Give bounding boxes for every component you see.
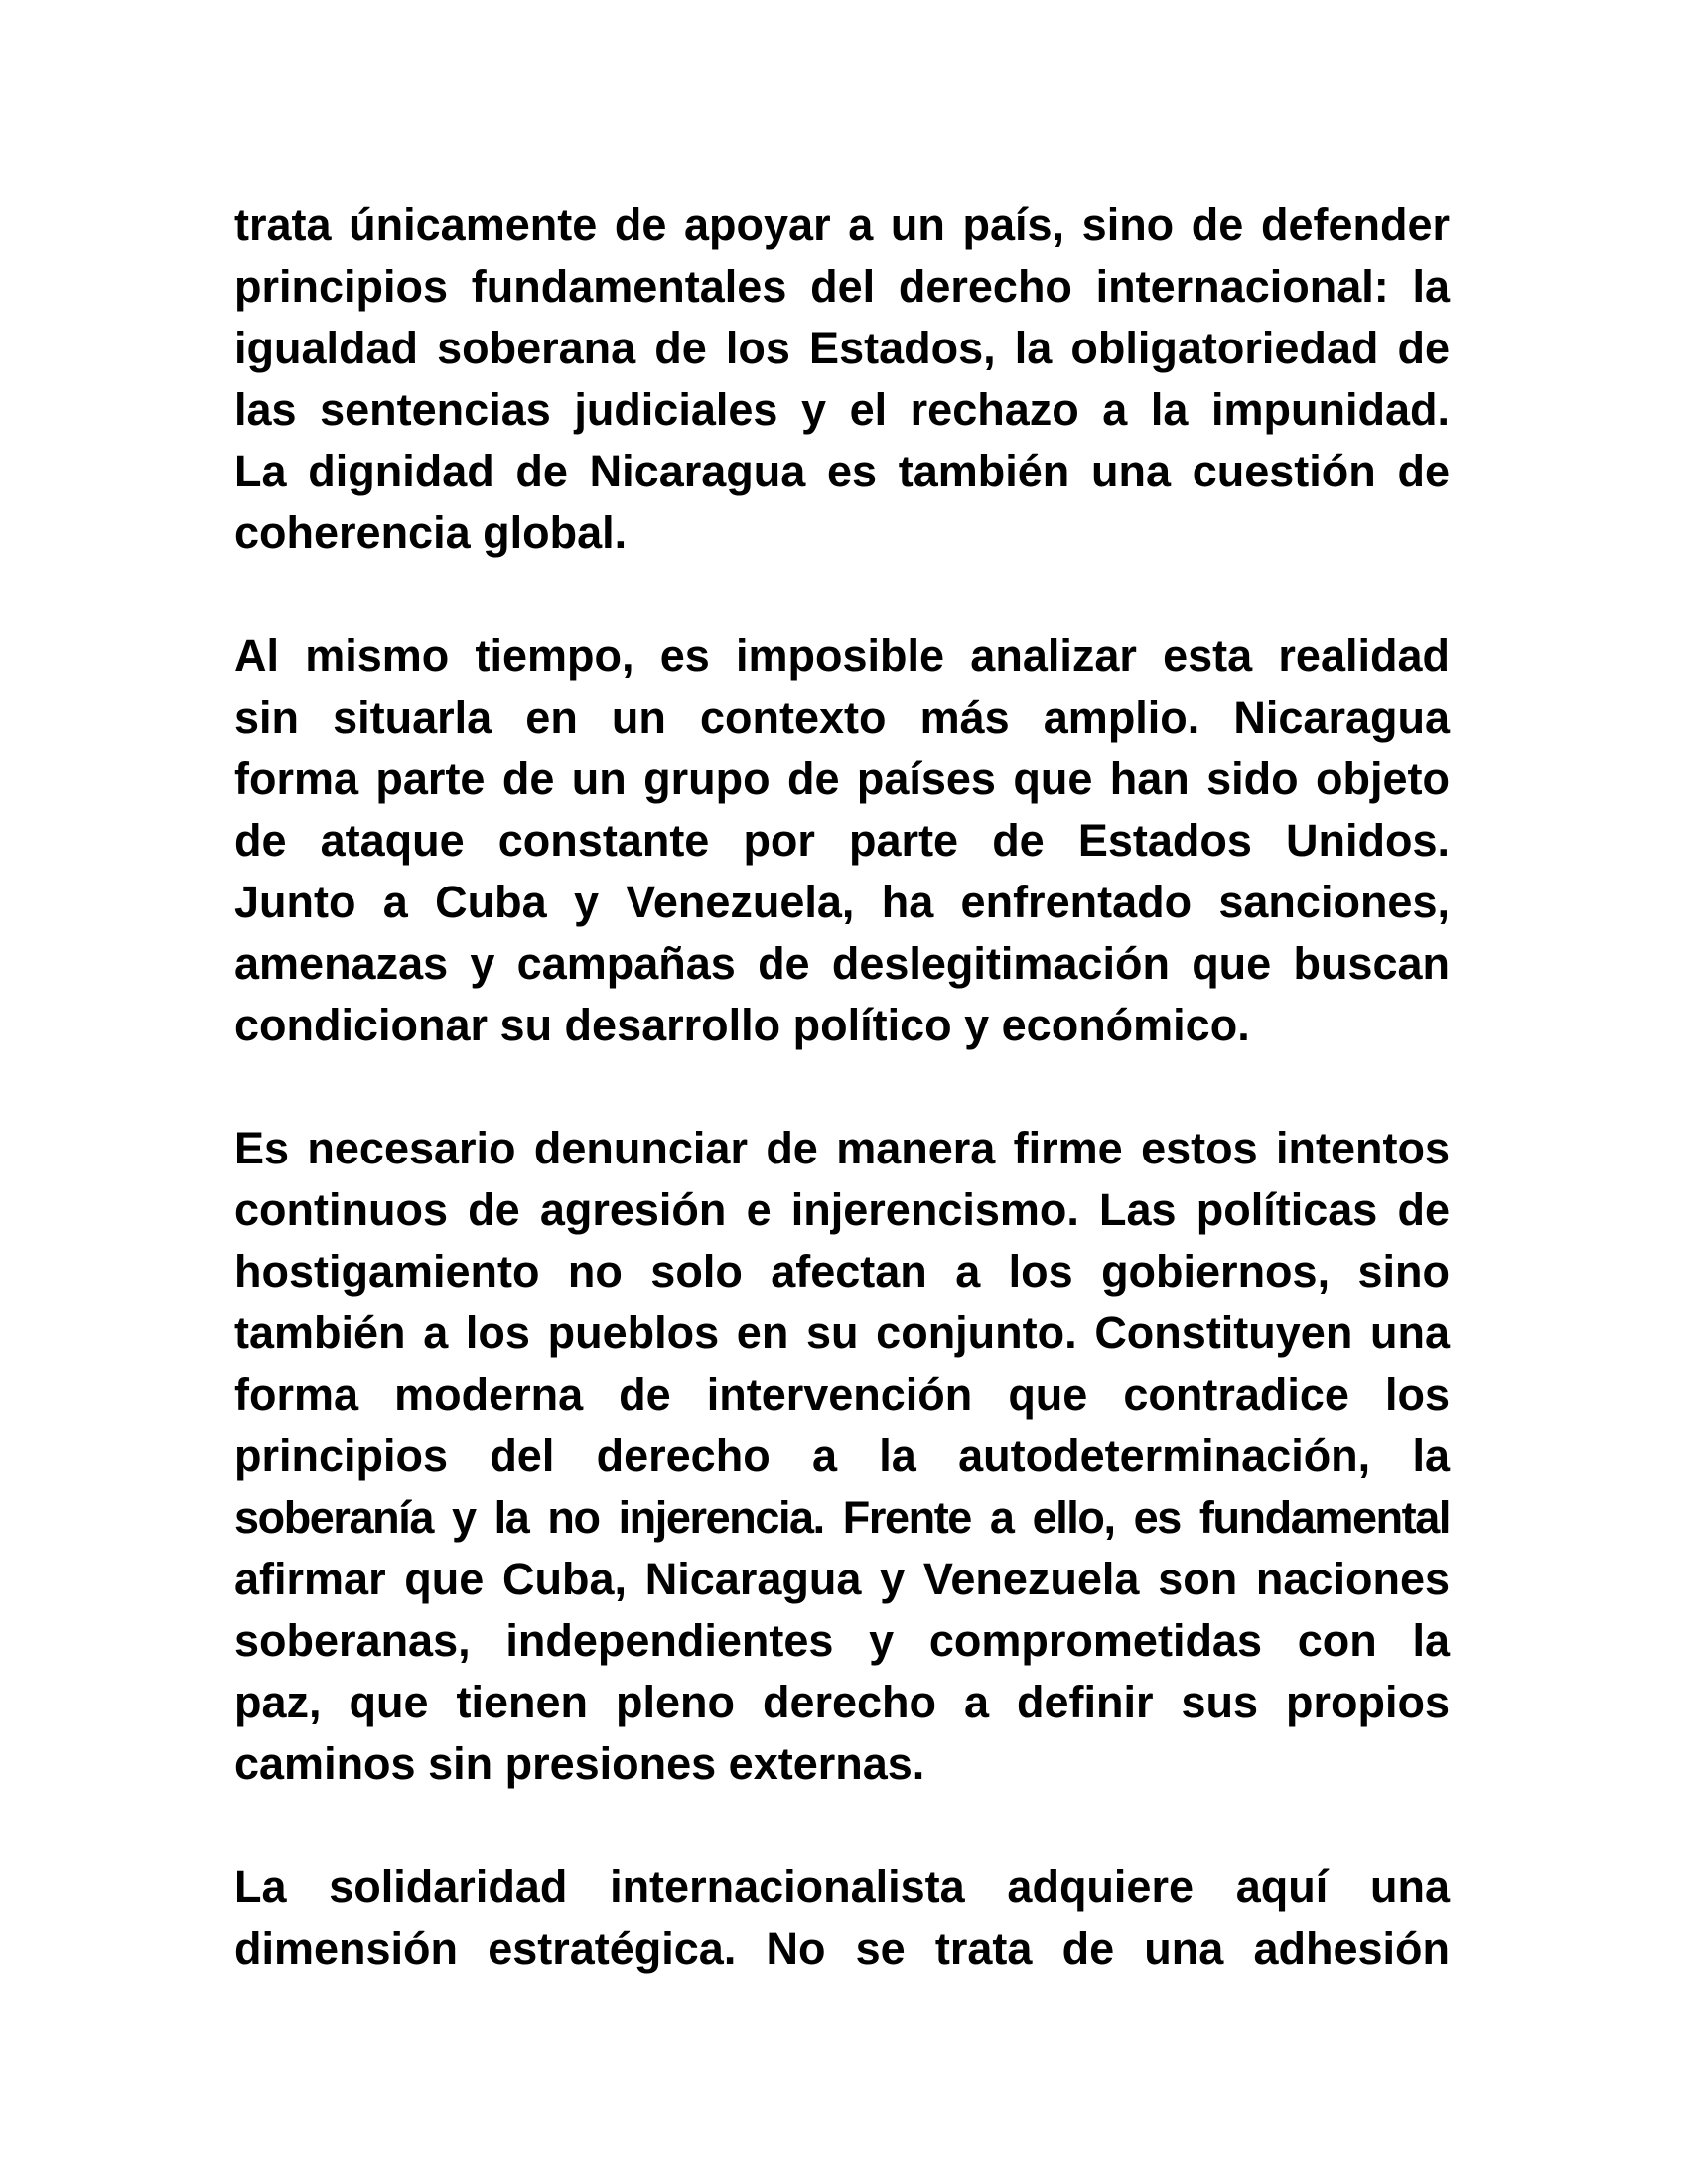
- text-line: coherencia global.: [234, 507, 628, 558]
- text-line: principios fundamentales del derecho internacional: la: [234, 261, 1450, 312]
- text-line: forma moderna de intervención que contradice los: [234, 1369, 1450, 1420]
- text-line: afirmar que Cuba, Nicaragua y Venezuela son naciones: [234, 1554, 1450, 1604]
- document-body: [234, 195, 1450, 1979]
- paragraph-1: [234, 195, 1450, 564]
- text-line: condicionar su desarrollo político y económico.: [234, 1000, 1250, 1050]
- text-line: de ataque constante por parte de Estados Unidos.: [234, 815, 1450, 866]
- text-line: principios del derecho a la autodeterminación, la: [234, 1431, 1450, 1481]
- text-line: también a los pueblos en su conjunto. Constituyen una: [234, 1307, 1450, 1358]
- text-line: trata únicamente de apoyar a un país, sino de defender: [234, 200, 1450, 250]
- text-line: hostigamiento no solo afectan a los gobiernos, sino: [234, 1246, 1450, 1297]
- text-line: soberanía y la no injerencia. Frente a ello, es fundamental: [234, 1492, 1450, 1543]
- text-line: Es necesario denunciar de manera firme estos intentos: [234, 1123, 1450, 1173]
- text-line: Junto a Cuba y Venezuela, ha enfrentado sanciones,: [234, 877, 1450, 927]
- paragraph-spacer: [234, 1056, 1450, 1118]
- paragraph-2: [234, 625, 1450, 1056]
- text-line: soberanas, independientes y comprometidas con la: [234, 1615, 1450, 1666]
- text-line: sin situarla en un contexto más amplio. Nicaragua: [234, 692, 1450, 743]
- paragraph-4: [234, 1856, 1450, 1979]
- text-line: continuos de agresión e injerencismo. Las políticas de: [234, 1184, 1450, 1235]
- text-line: dimensión estratégica. No se trata de una adhesión: [234, 1923, 1450, 1974]
- paragraph-spacer: [234, 564, 1450, 625]
- paragraph-spacer: [234, 1795, 1450, 1856]
- text-line: La dignidad de Nicaragua es también una cuestión de: [234, 446, 1450, 496]
- paragraph-3: [234, 1118, 1450, 1795]
- text-line: paz, que tienen pleno derecho a definir sus propios: [234, 1677, 1450, 1727]
- text-line: forma parte de un grupo de países que han sido objeto: [234, 753, 1450, 804]
- text-line: La solidaridad internacionalista adquiere aquí una: [234, 1861, 1450, 1912]
- text-line: igualdad soberana de los Estados, la obligatoriedad de: [234, 323, 1450, 373]
- text-line: las sentencias judiciales y el rechazo a la impunidad.: [234, 384, 1450, 435]
- text-line: Al mismo tiempo, es imposible analizar esta realidad: [234, 630, 1450, 681]
- text-line: amenazas y campañas de deslegitimación que buscan: [234, 938, 1450, 989]
- text-line: caminos sin presiones externas.: [234, 1738, 925, 1789]
